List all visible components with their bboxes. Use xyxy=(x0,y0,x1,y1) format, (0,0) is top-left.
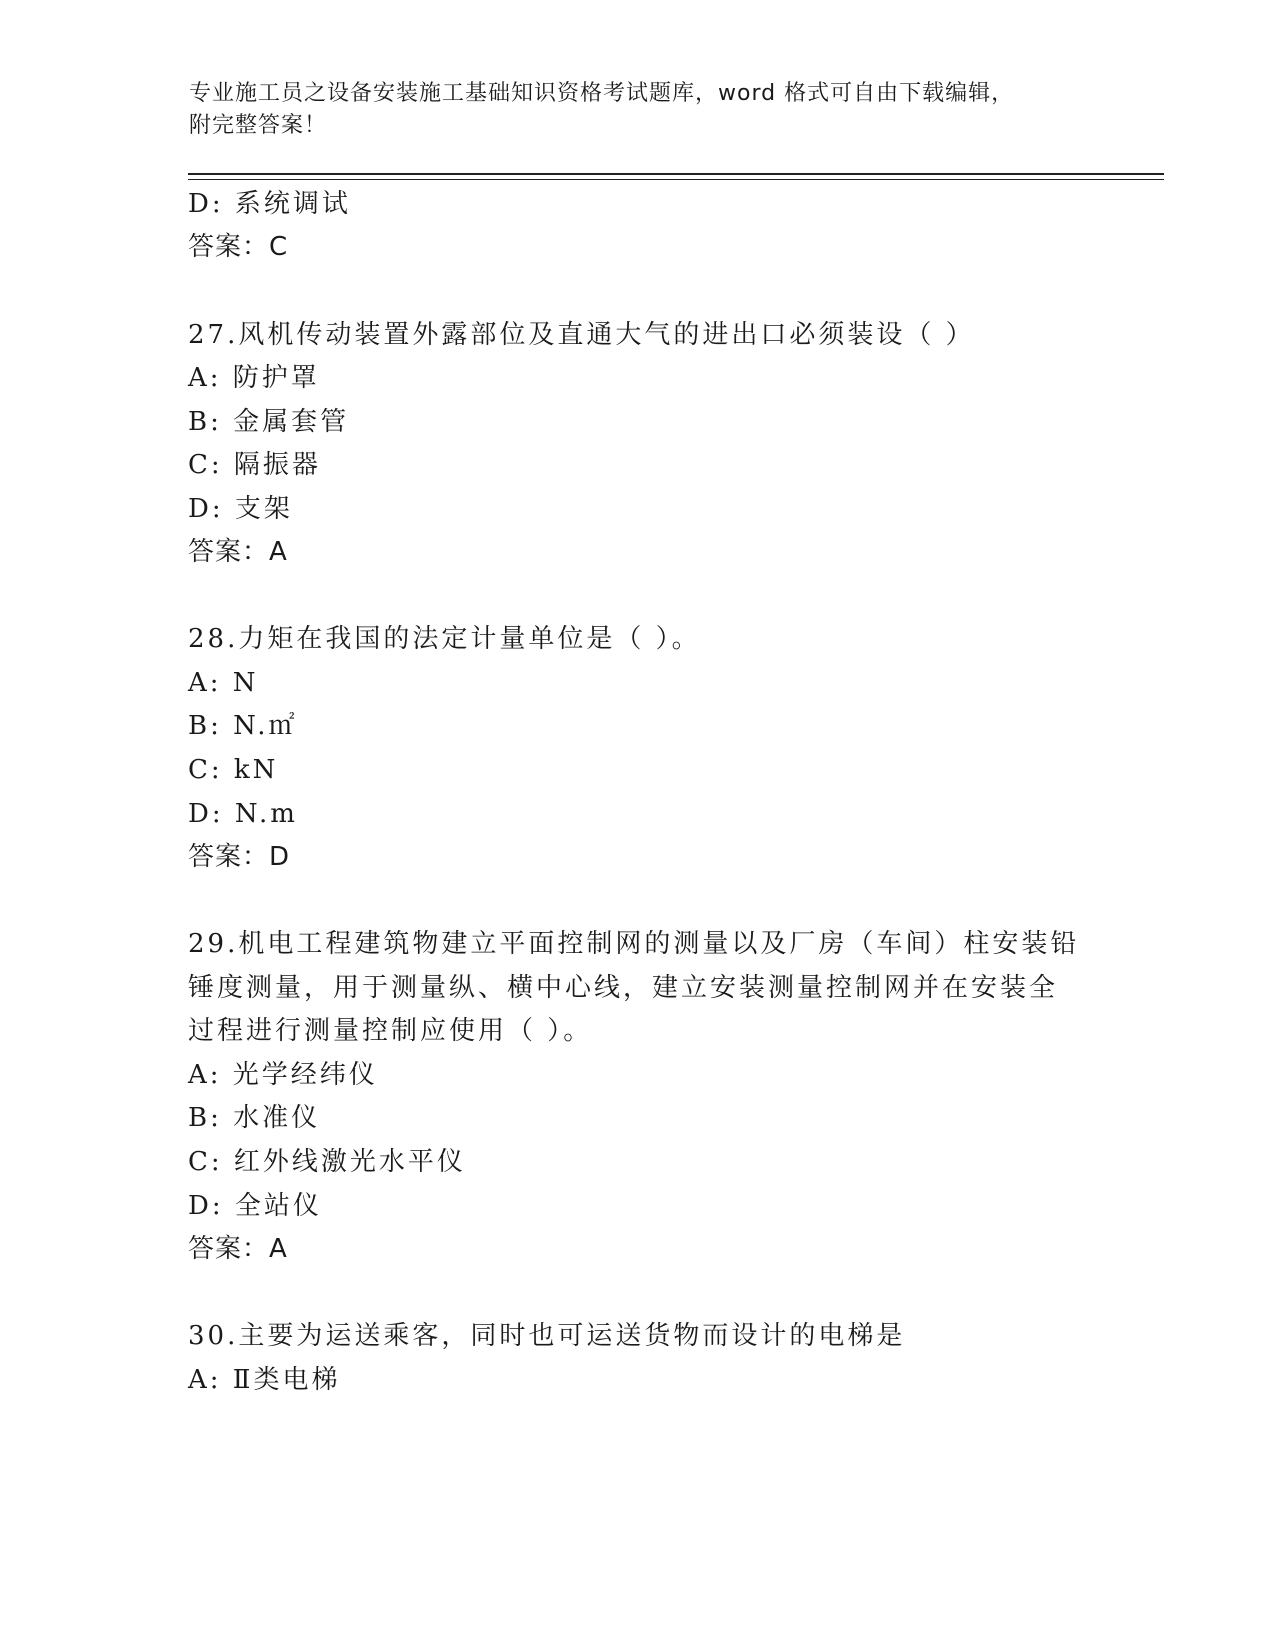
question-stem: 28.力矩在我国的法定计量单位是（ ）。 xyxy=(188,624,701,654)
option-c: C: kN xyxy=(188,755,279,785)
question-stem-line-2: 锤度测量，用于测量纵、横中心线，建立安装测量控制网并在安装全 xyxy=(188,973,1059,1003)
option-d: D: 系统调试 xyxy=(188,189,351,219)
option-a: A: 防护罩 xyxy=(188,363,320,393)
answer: 答案：C xyxy=(188,232,289,262)
question-stem: 27.风机传动装置外露部位及直通大气的进出口必须装设（ ） xyxy=(188,320,975,350)
answer: 答案：D xyxy=(188,842,291,872)
option-b: B: 金属套管 xyxy=(188,407,350,437)
option-c: C: 红外线激光水平仪 xyxy=(188,1147,466,1177)
header-title-line-2: 附完整答案！ xyxy=(189,113,328,138)
question-stem-line-3: 过程进行测量控制应使用（ ）。 xyxy=(188,1016,593,1046)
option-d: D: N.m xyxy=(188,799,298,829)
option-c: C: 隔振器 xyxy=(188,450,321,480)
header-divider-bottom xyxy=(188,179,1164,180)
header-divider-top xyxy=(188,173,1164,175)
question-stem: 30.主要为运送乘客，同时也可运送货物而设计的电梯是 xyxy=(188,1321,906,1351)
option-a: A: N xyxy=(188,668,259,698)
option-b: B: N.㎡ xyxy=(188,711,298,741)
header-title-line-1: 专业施工员之设备安装施工基础知识资格考试题库，word 格式可自由下载编辑， xyxy=(189,81,1015,106)
option-b: B: 水准仪 xyxy=(188,1103,321,1133)
option-a: A: 光学经纬仪 xyxy=(188,1060,378,1090)
option-a: A: Ⅱ类电梯 xyxy=(188,1365,341,1395)
option-d: D: 全站仪 xyxy=(188,1191,322,1221)
question-stem-line-1: 29.机电工程建筑物建立平面控制网的测量以及厂房（车间）柱安装铅 xyxy=(188,929,1080,959)
answer: 答案：A xyxy=(188,537,288,567)
answer: 答案：A xyxy=(188,1234,288,1264)
option-d: D: 支架 xyxy=(188,494,293,524)
